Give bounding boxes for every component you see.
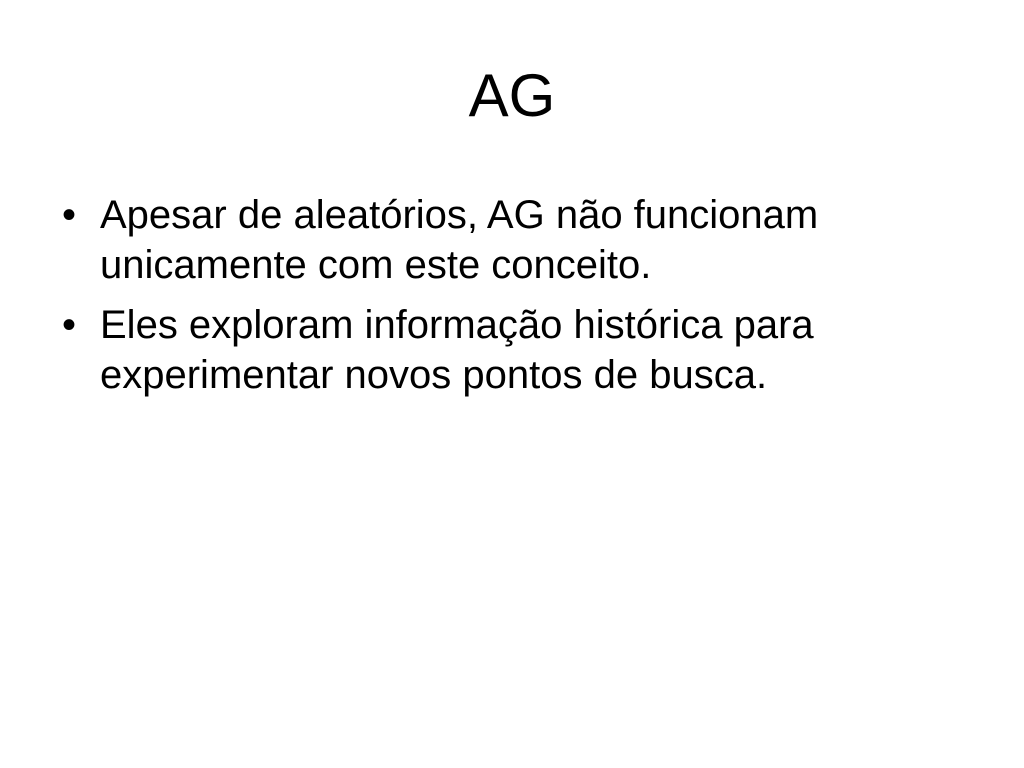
bullet-icon: • <box>62 193 77 237</box>
bullet-icon: • <box>62 303 77 347</box>
bullet-text: Apesar de aleatórios, AG não funcionam unicamente com este conceito. <box>100 193 819 287</box>
bullet-text: Eles exploram informação histórica para experimentar novos pontos de busca. <box>100 303 814 397</box>
bullet-item <box>58 190 958 290</box>
bullet-item <box>58 300 958 400</box>
bullet-list <box>58 190 958 410</box>
slide-title: AG <box>468 62 556 129</box>
